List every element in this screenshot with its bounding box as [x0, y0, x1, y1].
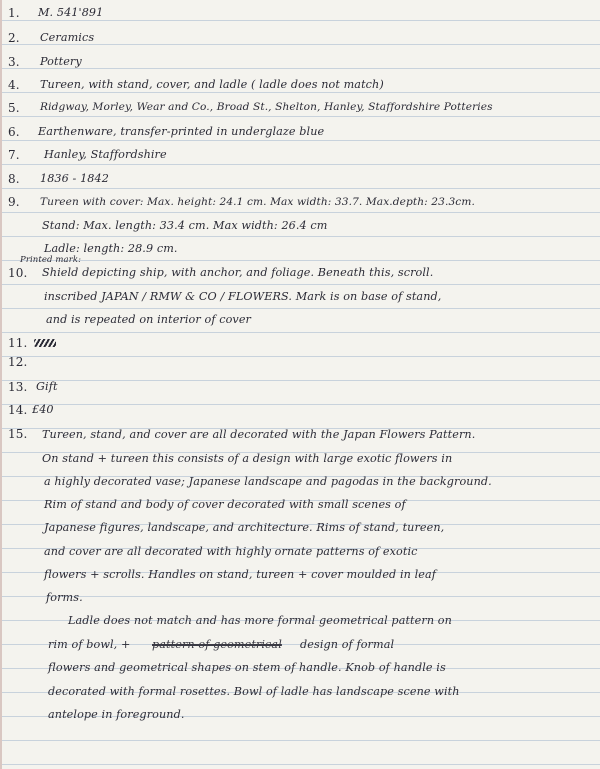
item-9-line-3: Ladle: length: 28.9 cm.: [44, 242, 178, 255]
crossed-out-words: pattern of geometrical: [152, 638, 282, 651]
item-10-line-2: inscribed JAPAN / RMW & CO / FLOWERS. Mark is on base of stand,: [44, 290, 442, 303]
item-15-para-2-line-2-start: rim of bowl, +: [48, 638, 131, 651]
item-12-number: 12.: [8, 355, 28, 369]
item-5-text: Ridgway, Morley, Wear and Co., Broad St., Shelton, Hanley, Staffordshire Potteries: [40, 101, 493, 113]
printed-mark-label: Printed mark:: [20, 255, 82, 265]
item-11-number: 11.: [8, 336, 28, 350]
item-15-para-2-line-3: flowers and geometrical shapes on stem of handle. Knob of handle is: [48, 661, 446, 674]
item-3-text: Pottery: [40, 55, 82, 68]
item-1-text: M. 541'891: [38, 6, 104, 19]
item-15-para-2-line-5: antelope in foreground.: [48, 708, 185, 721]
item-15-para-2-line-4: decorated with formal rosettes. Bowl of ladle has landscape scene with: [48, 685, 460, 698]
item-10-line-1: Shield depicting ship, with anchor, and foliage. Beneath this, scroll.: [42, 266, 434, 279]
item-4-text: Tureen, with stand, cover, and ladle ( ladle does not match): [40, 78, 384, 91]
item-6-text: Earthenware, transfer-printed in underglaze blue: [38, 125, 325, 138]
item-15-para-1-line-8: forms.: [46, 591, 83, 604]
item-10-number: 10.: [8, 266, 28, 280]
item-4-number: 4.: [8, 78, 20, 92]
item-6-number: 6.: [8, 125, 20, 139]
item-15-para-1-line-2: On stand + tureen this consists of a design with large exotic flowers in: [42, 452, 453, 465]
item-15-para-1-line-7: flowers + scrolls. Handles on stand, tureen + cover moulded in leaf: [44, 568, 437, 581]
item-15-para-2-line-2-end: design of formal: [300, 638, 395, 651]
margin-rule: [0, 0, 2, 769]
item-15-para-1-line-1: Tureen, stand, and cover are all decorated with the Japan Flowers Pattern.: [42, 428, 476, 441]
item-9-number: 9.: [8, 195, 20, 209]
item-10-line-3: and is repeated on interior of cover: [46, 313, 252, 326]
item-15-para-1-line-4: Rim of stand and body of cover decorated with small scenes of: [44, 498, 406, 511]
item-1-number: 1.: [8, 6, 20, 20]
item-2-text: Ceramics: [40, 31, 95, 44]
item-5-number: 5.: [8, 101, 20, 115]
item-9-line-2: Stand: Max. length: 33.4 cm. Max width: 26.4 cm: [42, 219, 328, 232]
item-8-text: 1836 - 1842: [40, 172, 109, 185]
item-7-number: 7.: [8, 148, 20, 162]
item-8-number: 8.: [8, 172, 20, 186]
item-13-text: Gift: [36, 380, 58, 393]
item-14-number: 14.: [8, 403, 28, 417]
item-15-para-1-line-5: Japanese figures, landscape, and architecture. Rims of stand, tureen,: [44, 521, 445, 534]
item-3-number: 3.: [8, 55, 20, 69]
item-15-para-2-line-1: Ladle does not match and has more formal geometrical pattern on: [68, 614, 452, 627]
item-15-number: 15.: [8, 427, 28, 441]
item-14-text: £40: [32, 403, 54, 416]
item-2-number: 2.: [8, 31, 20, 45]
item-15-para-1-line-6: and cover are all decorated with highly ornate patterns of exotic: [44, 545, 418, 558]
item-7-text: Hanley, Staffordshire: [44, 148, 167, 161]
item-13-number: 13.: [8, 380, 28, 394]
item-9-line-1: Tureen with cover: Max. height: 24.1 cm. Max width: 33.7. Max.depth: 23.3cm.: [40, 196, 475, 208]
crossed-out-scribble: [34, 339, 56, 347]
item-15-para-1-line-3: a highly decorated vase; Japanese landscape and pagodas in the background.: [44, 475, 492, 488]
